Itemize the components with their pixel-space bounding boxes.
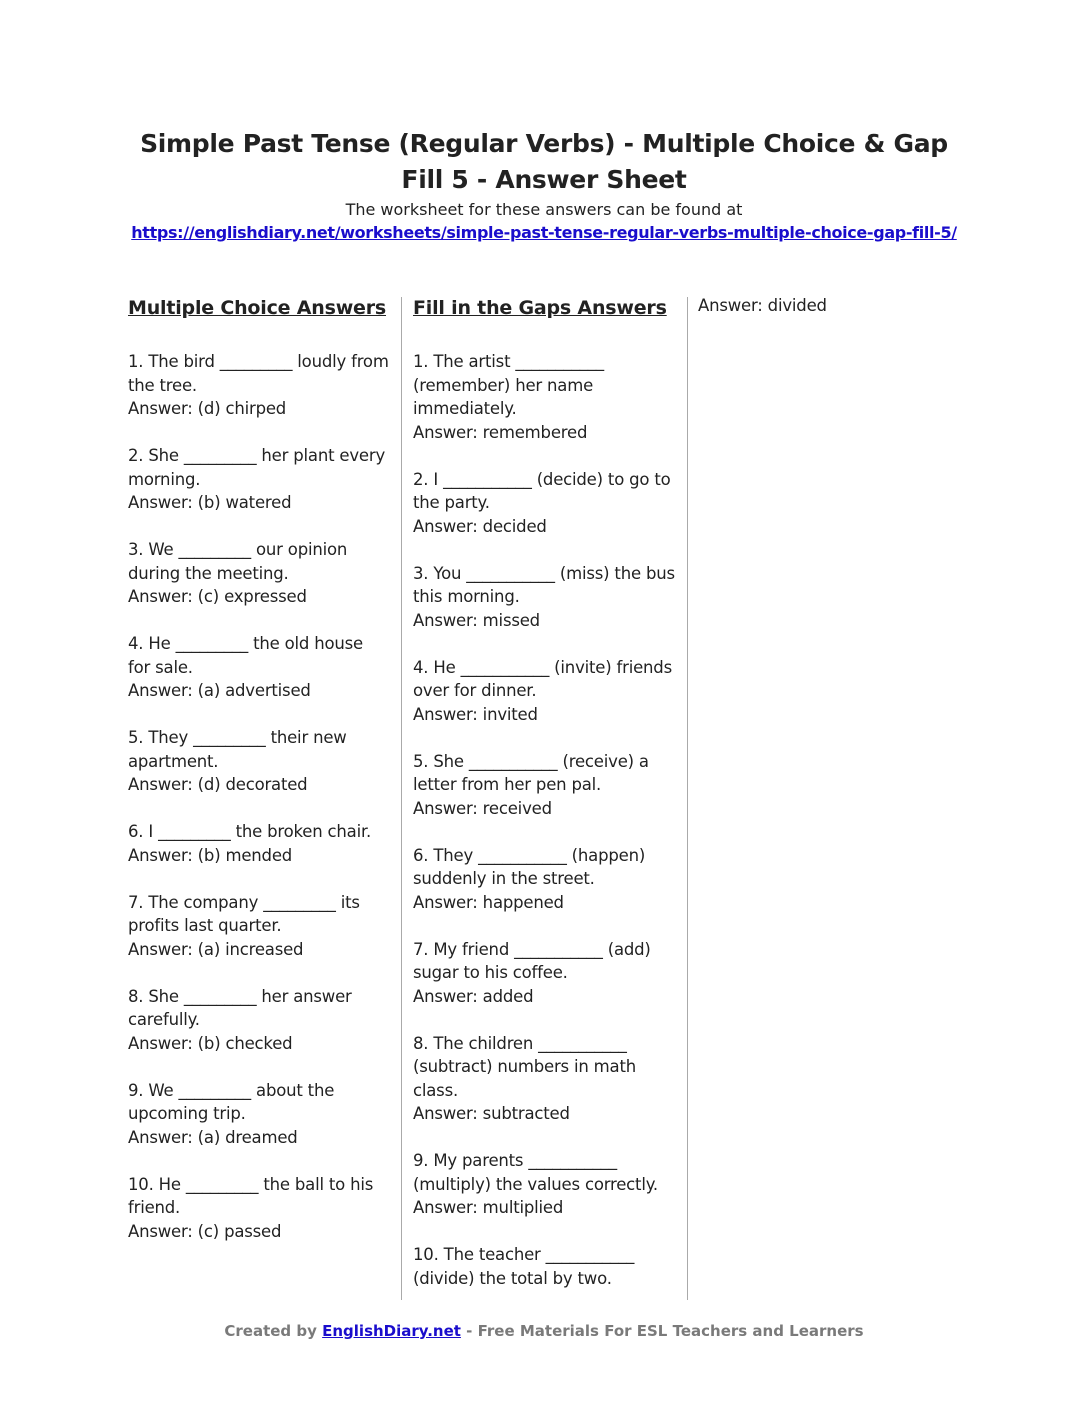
gap-item-4 (413, 656, 681, 727)
mc-question: 9. We _________ about the upcoming trip. (128, 1080, 335, 1123)
gap-question: 4. He ___________ (invite) friends over for dinner. (413, 657, 672, 700)
gap-item-10 (413, 1243, 681, 1290)
gap-fill-heading: Fill in the Gaps Answers (413, 297, 667, 319)
mc-question: 5. They _________ their new apartment. (128, 728, 347, 771)
mc-answer: Answer: (c) passed (128, 1221, 282, 1241)
gap-item-10-answer (698, 294, 958, 318)
gap-question: 7. My friend ___________ (add) sugar to his coffee. (413, 939, 651, 982)
gap-item-1 (413, 350, 681, 444)
mc-item-7 (128, 891, 390, 962)
mc-question: 1. The bird _________ loudly from the tree. (128, 352, 389, 395)
mc-item-8 (128, 985, 390, 1056)
worksheet-link[interactable]: https://englishdiary.net/worksheets/simple-past-tense-regular-verbs-multiple-choice-gap-fill-5/ (131, 223, 957, 242)
mc-answer: Answer: (a) dreamed (128, 1127, 298, 1147)
gap-question: 6. They ___________ (happen) suddenly in the street. (413, 845, 646, 888)
mc-answer: Answer: (b) checked (128, 1033, 293, 1053)
multiple-choice-column (128, 294, 390, 1267)
mc-answer: Answer: (d) chirped (128, 399, 287, 418)
mc-answer: Answer: (b) watered (128, 493, 292, 512)
gap-question: 1. The artist ___________ (remember) her name immediately. (413, 352, 604, 418)
gap-answer: Answer: missed (413, 610, 540, 630)
gap-item-7 (413, 938, 681, 1009)
footer-prefix: Created by (224, 1322, 323, 1340)
mc-question: 3. We _________ our opinion during the meeting. (128, 540, 348, 583)
page-subtitle: The worksheet for these answers can be found at (345, 200, 743, 219)
footer-brand-link[interactable]: EnglishDiary.net (322, 1322, 461, 1340)
mc-item-9 (128, 1079, 390, 1150)
mc-item-2 (128, 444, 390, 515)
column-divider-1 (401, 297, 402, 1300)
mc-answer: Answer: (a) increased (128, 939, 304, 959)
mc-answer: Answer: (b) mended (128, 845, 293, 865)
gap-fill-column (413, 294, 681, 1314)
gap-item-6 (413, 844, 681, 915)
page-footer (100, 1320, 988, 1342)
column-divider-2 (687, 297, 688, 1300)
gap-answer: Answer: multiplied (413, 1198, 564, 1217)
gap-item-9 (413, 1149, 681, 1220)
mc-question: 7. The company _________ its profits last quarter. (128, 892, 360, 935)
mc-question: 8. She _________ her answer carefully. (128, 986, 352, 1029)
gap-question: 3. You ___________ (miss) the bus this morning. (413, 563, 675, 606)
gap-item-8 (413, 1032, 681, 1126)
mc-item-5 (128, 726, 390, 797)
overflow-column (698, 294, 958, 318)
gap-item-2 (413, 468, 681, 539)
gap-question: 2. I ___________ (decide) to go to the party. (413, 469, 671, 512)
gap-answer: Answer: subtracted (413, 1104, 570, 1123)
gap-item-5 (413, 750, 681, 821)
mc-answer: Answer: (a) advertised (128, 681, 311, 700)
gap-answer: Answer: decided (413, 516, 547, 536)
multiple-choice-heading: Multiple Choice Answers (128, 297, 387, 319)
mc-item-6 (128, 820, 390, 867)
mc-item-3 (128, 538, 390, 609)
gap-answer: Answer: added (413, 986, 534, 1006)
mc-question: 4. He _________ the old house for sale. (128, 634, 363, 677)
gap-answer: Answer: happened (413, 892, 564, 912)
gap-answer: Answer: invited (413, 704, 538, 724)
mc-item-1 (128, 350, 390, 421)
gap-answer: Answer: remembered (413, 422, 588, 442)
mc-answer: Answer: (d) decorated (128, 775, 308, 794)
gap-question: 10. The teacher ___________ (divide) the total by two. (413, 1245, 635, 1288)
gap-item-3 (413, 562, 681, 633)
mc-question: 6. I _________ the broken chair. (128, 822, 372, 841)
gap-question: 9. My parents ___________ (multiply) the values correctly. (413, 1151, 658, 1194)
gap-answer: Answer: divided (698, 296, 827, 315)
mc-question: 2. She _________ her plant every morning. (128, 446, 386, 489)
gap-question: 5. She ___________ (receive) a letter from her pen pal. (413, 751, 649, 794)
mc-question: 10. He _________ the ball to his friend. (128, 1174, 374, 1217)
footer-suffix: - Free Materials For ESL Teachers and Learners (460, 1322, 864, 1340)
mc-item-4 (128, 632, 390, 703)
gap-answer: Answer: received (413, 798, 552, 818)
mc-answer: Answer: (c) expressed (128, 587, 307, 606)
page-title: Simple Past Tense (Regular Verbs) - Multiple Choice & Gap Fill 5 - Answer Sheet (140, 129, 948, 194)
gap-question: 8. The children ___________ (subtract) numbers in math class. (413, 1033, 636, 1100)
mc-item-10 (128, 1173, 390, 1244)
